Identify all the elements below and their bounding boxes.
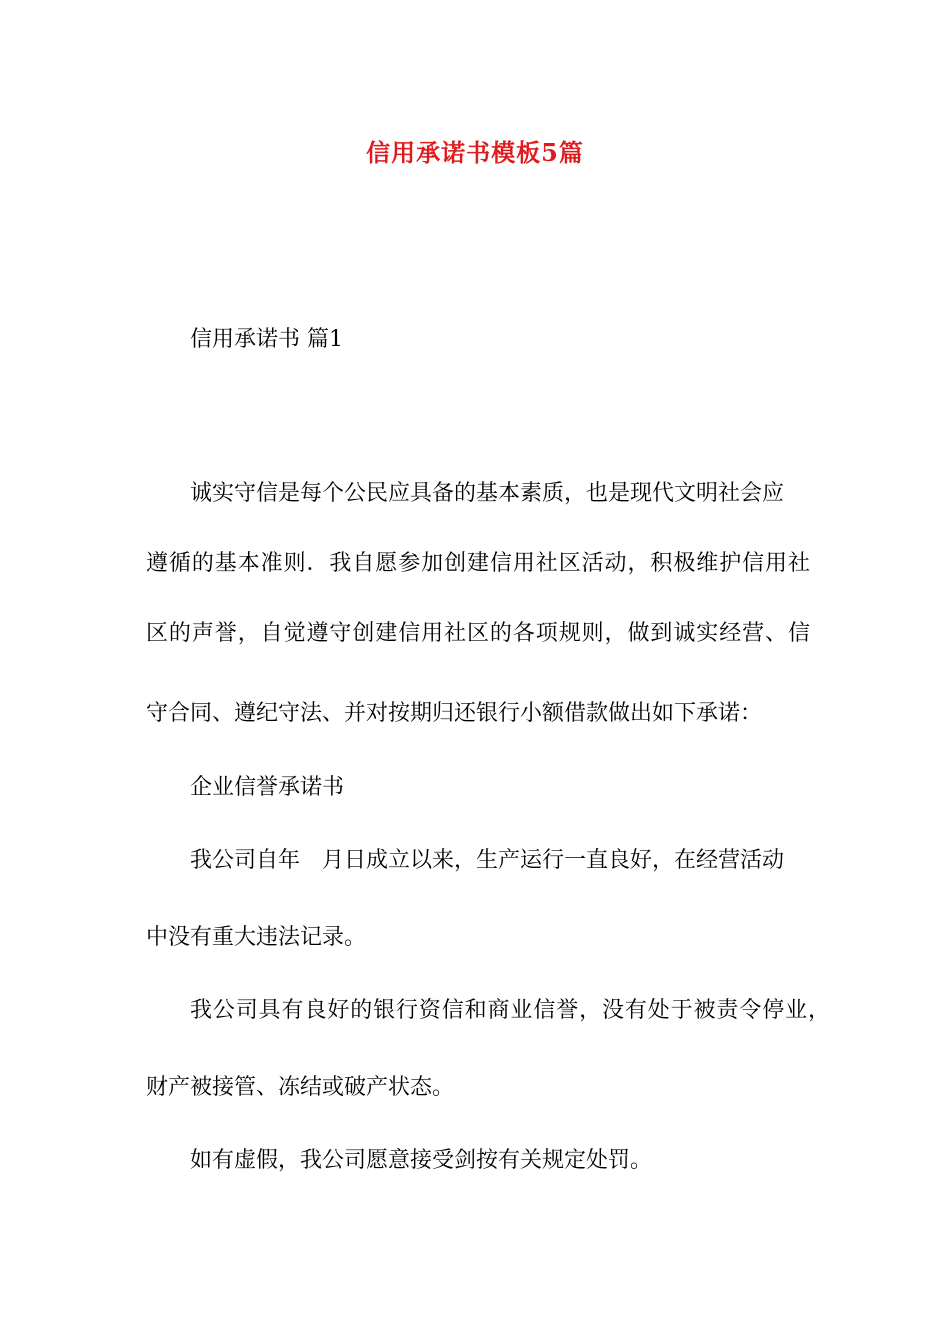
paragraph-line: 如有虚假，我公司愿意接受剑按有关规定处罚。 — [190, 1148, 653, 1173]
section-heading: 信用承诺书 篇1 — [190, 327, 343, 352]
paragraph-line: 我公司具有良好的银行资信和商业信誉，没有处于被责令停业， — [190, 998, 830, 1023]
section-heading: 企业信誉承诺书 — [190, 775, 345, 800]
paragraph-line: 我公司自年 月日成立以来，生产运行一直良好，在经营活动 — [190, 848, 785, 873]
paragraph-line: 中没有重大违法记录。 — [146, 925, 367, 950]
paragraph-line: 财产被接管、冻结或破产状态。 — [146, 1075, 455, 1100]
page-title: 信用承诺书模板5篇 — [366, 138, 584, 167]
paragraph-line: 诚实守信是每个公民应具备的基本素质，也是现代文明社会应 — [190, 481, 785, 506]
paragraph-line: 区的声誉，自觉遵守创建信用社区的各项规则，做到诚实经营、信 — [146, 621, 810, 646]
paragraph-line: 遵循的基本准则．我自愿参加创建信用社区活动，积极维护信用社 — [146, 551, 810, 576]
paragraph-line: 守合同、遵纪守法、并对按期归还银行小额借款做出如下承诺： — [146, 701, 763, 726]
